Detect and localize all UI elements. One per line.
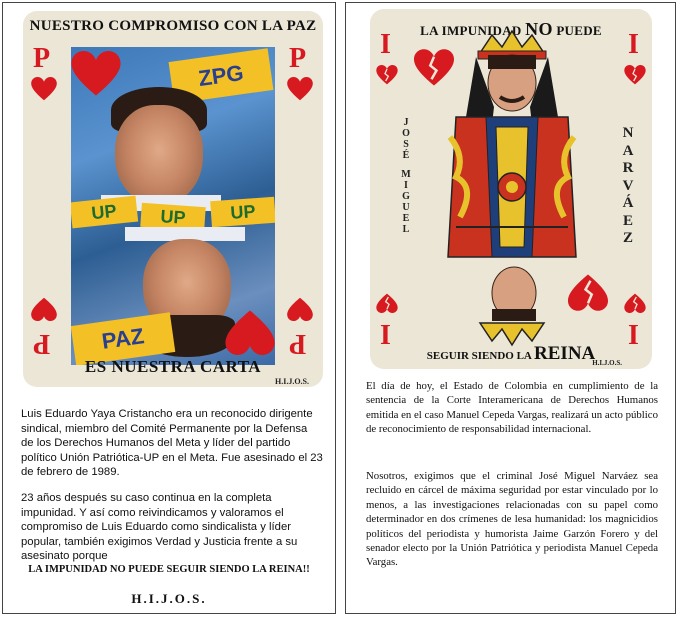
broken-heart-icon xyxy=(624,293,646,313)
flag-zpg: ZPG xyxy=(169,48,274,104)
heart-icon xyxy=(71,51,121,97)
impunity-paragraph: 23 años después su caso continua en la completa impunidad. Y así como reivindicamos y valoramos el compromiso de Luis Eduardo como sindicalista y líder popular, también exigimos Verdad y Justicia frente a su asesinato porque xyxy=(21,492,298,562)
card-title-left: LA IMPUNIDAD xyxy=(420,23,522,38)
broken-heart-icon xyxy=(376,293,398,313)
flag-up: UP xyxy=(210,197,275,227)
heart-icon xyxy=(31,77,57,101)
playing-card-p xyxy=(23,11,323,387)
heart-icon xyxy=(31,297,57,321)
broken-heart-icon xyxy=(624,65,646,85)
broken-heart-icon xyxy=(376,65,398,85)
card-caption: ES NUESTRA CARTA xyxy=(84,357,262,376)
signature: H.I.J.O.S. xyxy=(131,591,207,606)
heart-icon xyxy=(225,309,275,355)
biography-paragraph: Luis Eduardo Yaya Cristancho era un reconocido dirigente sindical, miembro del Comité Permanente por la Defensa de los Derechos Humanos del Meta y líder del partido político Unión Patriótica-UP en el Meta. Fue asesinado el 23 de febrero de 1989. xyxy=(21,408,323,478)
playing-card-queen xyxy=(370,9,652,369)
face-top xyxy=(115,105,203,205)
heart-icon xyxy=(287,297,313,321)
card-index-letter-top-right: P xyxy=(289,43,307,74)
card-index-letter-top-right: I xyxy=(628,29,639,60)
card-index-letter-top: I xyxy=(380,29,391,60)
card-photo-collage xyxy=(71,47,275,365)
card-index-letter-bottom: I xyxy=(380,318,391,349)
card-credit: H.I.J.O.S. xyxy=(274,377,309,386)
right-poster xyxy=(345,2,676,614)
demand-paragraph: Nosotros, exigimos que el criminal José Miguel Narváez sea recluido en cárcel de máxima seguridad por estar vinculado por lo menos, a las investigaciones relacionadas con su papel como determinador en dos crímenes de lesa humanidad: los magnicidios políticos del periodista y humorista Jaime Garzón Forero y del senador electo por la Unión Patriótica y periodista Manuel Cepeda Vargas. xyxy=(366,470,658,569)
card-title: NUESTRO COMPROMISO CON LA PAZ xyxy=(29,18,317,34)
heart-icon xyxy=(287,77,313,101)
flag-paz: PAZ xyxy=(71,312,175,365)
card-credit: H.I.J.O.S. xyxy=(592,359,622,367)
card-title-right: PUEDE xyxy=(556,23,602,38)
flag-up: UP xyxy=(140,203,206,231)
slogan: LA IMPUNIDAD NO PUEDE SEGUIR SIENDO LA REINA!! xyxy=(28,564,310,575)
card-index-letter-bottom: P xyxy=(33,328,51,359)
left-poster xyxy=(2,2,336,614)
card-bottom-big: REINA xyxy=(534,343,596,364)
card-bottom-small: SEGUIR SIENDO LA xyxy=(426,350,532,362)
queen-figure-illustration xyxy=(436,27,588,347)
card-index-letter-bottom-right: I xyxy=(628,318,639,349)
card-index-letter-top: P xyxy=(33,43,51,74)
vertical-name-left: J O S É M I G U E L xyxy=(401,117,411,235)
card-title-no: NO xyxy=(525,19,553,39)
statement-paragraph: El día de hoy, el Estado de Colombia en cumplimiento de la sentencia de la Corte Interamericana de Derechos Humanos emitida en el caso Manuel Cepeda Vargas, realizará un acto público de reconocimiento de responsabilidad internacional. xyxy=(366,380,658,436)
flag-up: UP xyxy=(71,196,138,229)
vertical-name-right: N A R V Á E Z xyxy=(622,125,634,246)
card-index-letter-bottom-right: P xyxy=(289,328,307,359)
